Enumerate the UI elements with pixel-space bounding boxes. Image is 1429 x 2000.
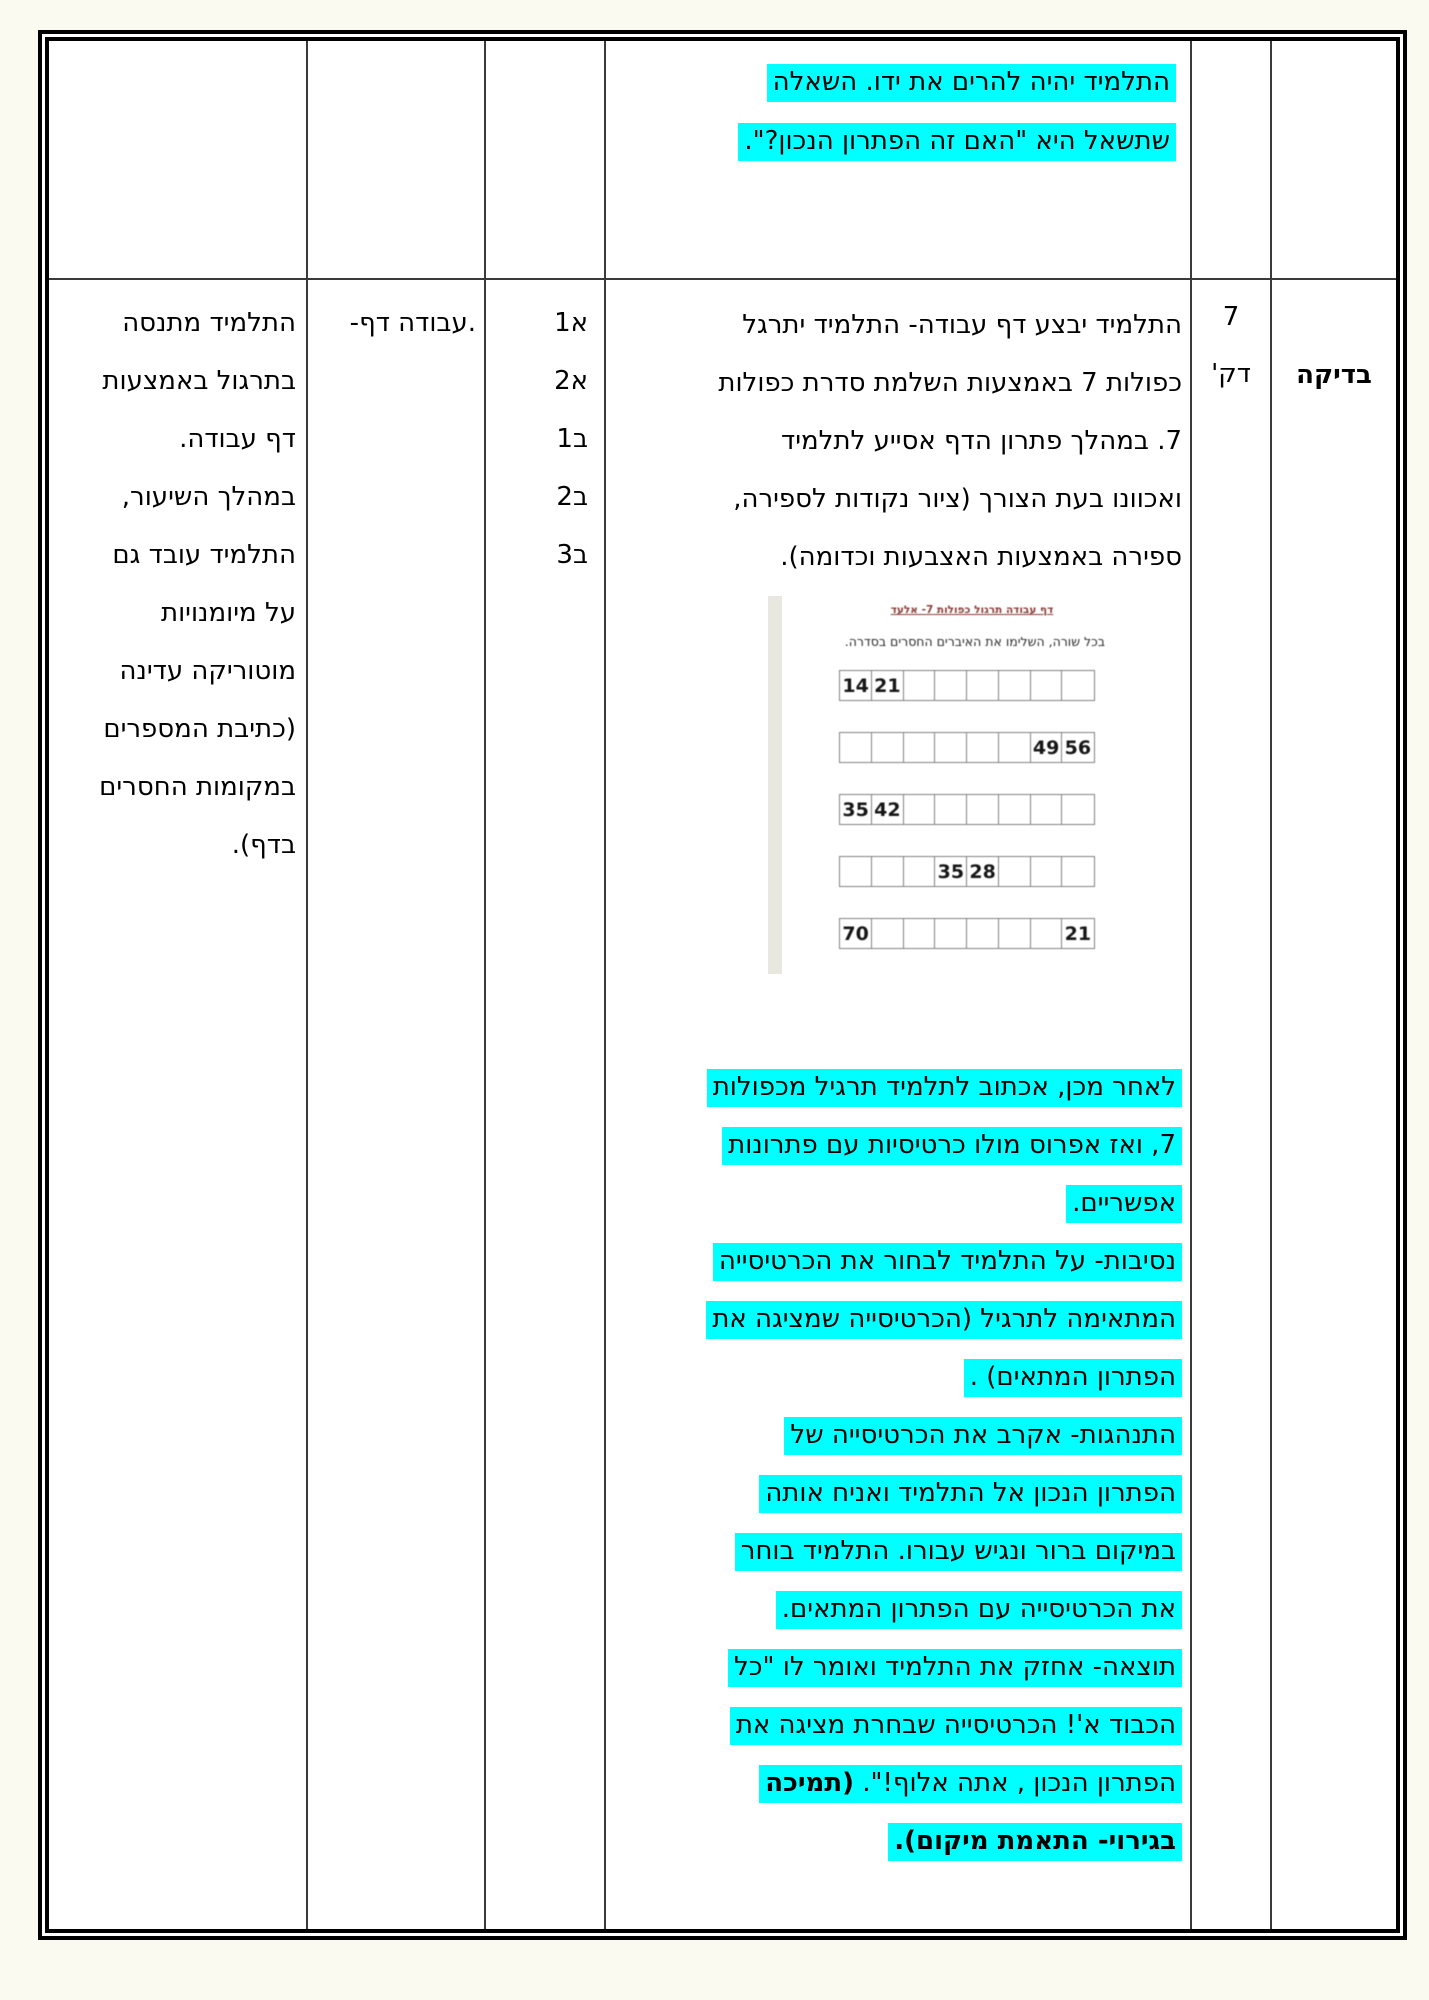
worksheet-cell — [903, 794, 936, 825]
activity-paragraph — [608, 296, 1182, 586]
worksheet-cell: 21 — [871, 670, 904, 701]
worksheet-cell — [903, 670, 936, 701]
worksheet-cell — [934, 918, 967, 949]
highlighted-text: התלמיד יהיה להרים את ידו. השאלה — [767, 64, 1176, 102]
text-line — [610, 112, 1176, 171]
text-line — [608, 1058, 1182, 1116]
embedded-worksheet-image — [608, 594, 1182, 976]
goal-code: א2 — [554, 366, 588, 396]
text-line: כפולות 7 באמצעות השלמת סדרת כפולות — [718, 368, 1182, 398]
cell-activity — [604, 280, 1190, 1929]
worksheet-scrollbar — [768, 596, 782, 974]
cell-goals-row1-empty — [484, 41, 604, 280]
cell-materials — [306, 280, 484, 1929]
bold-support-label: (תמיכה — [765, 1768, 854, 1798]
worksheet-row — [839, 794, 1105, 825]
worksheet-cell — [1061, 794, 1094, 825]
worksheet-row — [839, 670, 1105, 701]
worksheet-cell: 70 — [839, 918, 872, 949]
text-line — [608, 1290, 1182, 1348]
worksheet-cell: 35 — [839, 794, 872, 825]
highlighted-text: תוצאה- אחזק את התלמיד ואומר לו "כל — [728, 1649, 1182, 1687]
goal-code: ב2 — [556, 482, 588, 512]
text-line — [610, 53, 1176, 112]
worksheet-cell — [839, 856, 872, 887]
highlighted-text: הפתרון הנכון אל התלמיד ואניח אותה — [759, 1475, 1182, 1513]
highlighted-text: במיקום ברור ונגיש עבורו. התלמיד בוחר — [735, 1533, 1182, 1571]
worksheet-cell — [903, 856, 936, 887]
goal-code: א1 — [554, 308, 588, 338]
lesson-plan-grid — [49, 41, 1396, 1929]
text-line: ואכוונו בעת הצורך (ציור נקודות לספירה, — [733, 484, 1182, 514]
text-line: התלמיד מתנסה — [122, 308, 296, 338]
highlighted-text: את הכרטיסייה עם הפתרון המתאים. — [776, 1591, 1182, 1629]
text-line: במקומות החסרים — [99, 772, 296, 802]
text-line: בדף). — [231, 830, 296, 860]
text-line: 7. במהלך פתרון הדף אסייע לתלמיד — [781, 426, 1182, 456]
duration-unit: דק' — [1211, 359, 1251, 389]
text-line: התלמיד עובד גם — [112, 540, 296, 570]
text-line — [608, 1580, 1182, 1638]
cell-duration — [1190, 280, 1270, 1929]
worksheet-row — [839, 856, 1105, 887]
text-line: במהלך השיעור, — [121, 482, 296, 512]
cell-stage — [1270, 280, 1396, 1929]
worksheet-row — [839, 918, 1105, 949]
worksheet-cell — [998, 794, 1031, 825]
worksheet-cell — [966, 918, 999, 949]
worksheet-cell — [871, 732, 904, 763]
cell-reflection — [49, 280, 306, 1929]
text-line: התלמיד יבצע דף עבודה- התלמיד יתרגל — [742, 310, 1182, 340]
highlighted-text: שתשאל היא "האם זה הפתרון הנכון?". — [738, 123, 1176, 161]
highlighted-text: לאחר מכן, אכתוב לתלמיד תרגיל מכפולות — [707, 1069, 1182, 1107]
highlighted-text: הכבוד א'! הכרטיסייה שבחרת מציגה את — [730, 1707, 1182, 1745]
highlighted-text: המתאימה לתרגיל (הכרטיסייה שמציגה את — [706, 1301, 1182, 1339]
highlighted-text: התנהגות- אקרב את הכרטיסייה של — [784, 1417, 1182, 1455]
highlighted-text: אפשריים. — [1066, 1185, 1182, 1223]
goal-code: ב1 — [556, 424, 588, 454]
worksheet-cell — [1030, 794, 1063, 825]
worksheet-cell — [934, 732, 967, 763]
worksheet-cell — [934, 670, 967, 701]
worksheet-cell — [1061, 670, 1094, 701]
lesson-plan-table — [38, 30, 1407, 1940]
text-line — [608, 1116, 1182, 1174]
text-line — [608, 1696, 1182, 1754]
worksheet-cell — [998, 918, 1031, 949]
cell-reflection-row1-empty — [49, 41, 306, 280]
text-line — [608, 1638, 1182, 1696]
highlighted-text: הפתרון הנכון , אתה אלוף!". (תמיכה — [759, 1765, 1182, 1803]
highlighted-procedure-block — [608, 1058, 1182, 1870]
goal-code: ב3 — [556, 540, 588, 570]
worksheet-cell: 56 — [1061, 732, 1094, 763]
worksheet-cell: 49 — [1030, 732, 1063, 763]
worksheet-content — [839, 594, 1105, 976]
worksheet-cell — [1030, 918, 1063, 949]
text-line: (כתיבת המספרים — [103, 714, 296, 744]
worksheet-cell — [966, 794, 999, 825]
materials-text: -דף עבודה. — [349, 308, 476, 338]
worksheet-cell — [903, 918, 936, 949]
worksheet-cell — [966, 670, 999, 701]
worksheet-cell — [839, 732, 872, 763]
worksheet-cell — [998, 856, 1031, 887]
worksheet-cell — [934, 794, 967, 825]
worksheet-cell — [903, 732, 936, 763]
text-line — [608, 1348, 1182, 1406]
cell-materials-row1-empty — [306, 41, 484, 280]
text-line: דף עבודה. — [179, 424, 296, 454]
text-line: ספירה באמצעות האצבעות וכדומה). — [780, 542, 1182, 572]
text-line — [608, 1232, 1182, 1290]
worksheet-cell — [1061, 856, 1094, 887]
worksheet-cell: 42 — [871, 794, 904, 825]
worksheet-cell — [871, 856, 904, 887]
worksheet-row — [839, 732, 1105, 763]
worksheet-instruction: בכל שורה, השלימו את האיברים החסרים בסדרה. — [844, 634, 1105, 649]
cell-activity-row1 — [604, 41, 1190, 280]
worksheet-cell: 21 — [1061, 918, 1094, 949]
worksheet-cell: 28 — [966, 856, 999, 887]
text-line — [608, 1754, 1182, 1812]
text-line — [608, 1812, 1182, 1870]
cell-stage-row1-empty — [1270, 41, 1396, 280]
text-line: על מיומנויות — [160, 598, 296, 628]
text-line — [608, 1464, 1182, 1522]
worksheet-cell — [998, 732, 1031, 763]
text-line: בתרגול באמצעות — [102, 366, 296, 396]
duration-minutes: 7 — [1222, 302, 1240, 332]
stage-label: בדיקה — [1296, 360, 1372, 390]
highlighted-text: נסיבות- על התלמיד לבחור את הכרטיסייה — [713, 1243, 1182, 1281]
highlighted-text: 7, ואז אפרוס מולו כרטיסיות עם פתרונות — [722, 1127, 1182, 1165]
worksheet-cell — [998, 670, 1031, 701]
text-line: מוטוריקה עדינה — [119, 656, 296, 686]
highlighted-text: הפתרון המתאים) . — [964, 1359, 1182, 1397]
cell-duration-row1-empty — [1190, 41, 1270, 280]
text-line — [608, 1174, 1182, 1232]
worksheet-cell: 35 — [934, 856, 967, 887]
worksheet-cell — [871, 918, 904, 949]
text-line — [608, 1522, 1182, 1580]
text-line — [608, 1406, 1182, 1464]
worksheet-cell — [966, 732, 999, 763]
worksheet-title: דף עבודה תרגול כפולות 7- אלעד — [890, 604, 1054, 616]
highlighted-text: בגירוי- התאמת מיקום). — [888, 1823, 1182, 1861]
cell-goal-codes — [484, 280, 604, 1929]
worksheet-cell — [1030, 856, 1063, 887]
worksheet-cell: 14 — [839, 670, 872, 701]
worksheet-cell — [1030, 670, 1063, 701]
